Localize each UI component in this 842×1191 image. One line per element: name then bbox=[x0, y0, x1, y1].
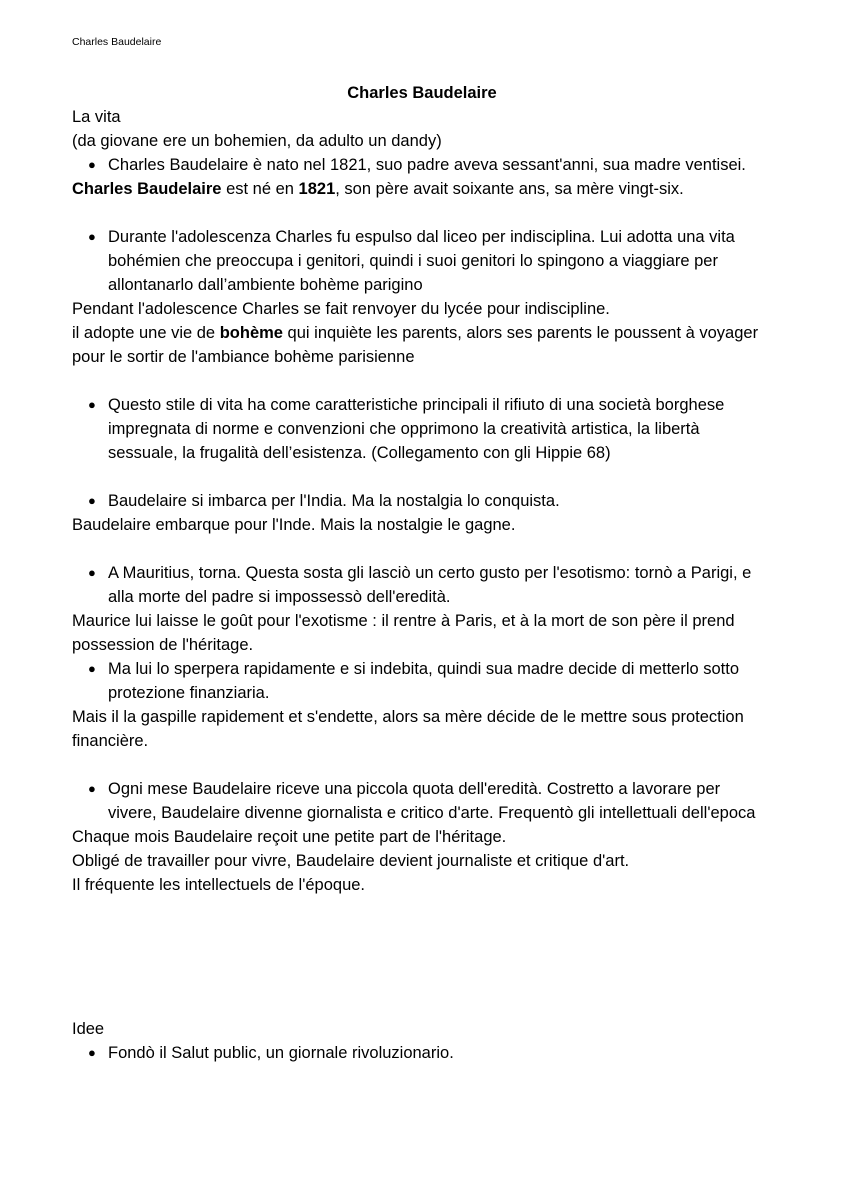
paragraph-fr bbox=[72, 321, 772, 369]
list-item-text: A Mauritius, torna. Questa sosta gli lasciò un certo gusto per l'esotismo: tornò a Parigi, e alla morte del padre si impossessò dell'eredità. bbox=[108, 564, 752, 606]
list-item bbox=[88, 777, 772, 825]
bullet-list-2 bbox=[72, 225, 772, 297]
bold-word: bohème bbox=[219, 324, 283, 342]
text-fragment: qui inquiète les parents, alors ses parents le poussent à voyager pour le sortir de l'ambiance bohème parisienne bbox=[72, 324, 759, 366]
bullet-icon: ● bbox=[88, 157, 96, 172]
paragraph-fr: Il fréquente les intellectuels de l'époque. bbox=[72, 876, 366, 894]
list-item bbox=[88, 561, 772, 609]
list-item-text: Baudelaire si imbarca per l'India. Ma la nostalgia lo conquista. bbox=[108, 492, 560, 510]
text-fragment: est né en bbox=[221, 180, 299, 198]
paragraph-fr: Chaque mois Baudelaire reçoit une petite part de l'héritage. bbox=[72, 828, 507, 846]
list-item bbox=[88, 1041, 772, 1065]
bold-year: 1821 bbox=[298, 180, 336, 198]
bullet-list-7 bbox=[72, 777, 772, 825]
spacer bbox=[72, 897, 772, 1017]
spacer bbox=[72, 201, 772, 225]
list-item bbox=[88, 657, 772, 705]
bullet-list-1 bbox=[72, 153, 772, 177]
bullet-icon: ● bbox=[88, 565, 96, 580]
bullet-icon: ● bbox=[88, 661, 96, 676]
list-item-text: Questo stile di vita ha come caratteristiche principali il rifiuto di una società borghese impregnata di norme e convenzioni che opprimono la creatività artistica, la libertà sessuale, la frugalità dell’esistenza. (Collegamento con gli Hippie 68) bbox=[108, 396, 725, 462]
bullet-icon: ● bbox=[88, 781, 96, 796]
bullet-list-8 bbox=[72, 1041, 772, 1065]
bullet-list-6 bbox=[72, 657, 772, 705]
list-item-text: Charles Baudelaire è nato nel 1821, suo padre aveva sessant'anni, sua madre ventisei. bbox=[108, 156, 746, 174]
bullet-icon: ● bbox=[88, 229, 96, 244]
list-item bbox=[88, 489, 772, 513]
bold-name: Charles Baudelaire bbox=[72, 180, 222, 198]
paragraph-fr: Baudelaire embarque pour l'Inde. Mais la nostalgie le gagne. bbox=[72, 516, 516, 534]
paragraph-fr bbox=[72, 177, 772, 201]
bullet-list-3 bbox=[72, 393, 772, 465]
bullet-icon: ● bbox=[88, 493, 96, 508]
subtitle: (da giovane ere un bohemien, da adulto un dandy) bbox=[72, 132, 442, 150]
list-item bbox=[88, 225, 772, 297]
paragraph-fr: Mais il la gaspille rapidement et s'endette, alors sa mère décide de le mettre sous protection financière. bbox=[72, 708, 744, 750]
spacer bbox=[72, 369, 772, 393]
list-item bbox=[88, 153, 772, 177]
document-body bbox=[72, 81, 772, 1065]
paragraph-fr: Pendant l'adolescence Charles se fait renvoyer du lycée pour indiscipline. bbox=[72, 300, 610, 318]
running-header: Charles Baudelaire bbox=[72, 36, 162, 48]
spacer bbox=[72, 465, 772, 489]
paragraph-fr: Obligé de travailler pour vivre, Baudelaire devient journaliste et critique d'art. bbox=[72, 852, 630, 870]
list-item-text: Durante l'adolescenza Charles fu espulso dal liceo per indisciplina. Lui adotta una vita bohémien che preoccupa i genitori, quindi i suoi genitori lo spingono a viaggiare per allontanarlo dall’ambiente bohème parigino bbox=[108, 228, 735, 294]
spacer bbox=[72, 537, 772, 561]
section-heading-life: La vita bbox=[72, 108, 121, 126]
bullet-list-4 bbox=[72, 489, 772, 513]
list-item-text: Ma lui lo sperpera rapidamente e si indebita, quindi sua madre decide di metterlo sotto protezione finanziaria. bbox=[108, 660, 740, 702]
list-item-text: Fondò il Salut public, un giornale rivoluzionario. bbox=[108, 1044, 454, 1062]
bullet-list-5 bbox=[72, 561, 772, 609]
bullet-icon: ● bbox=[88, 397, 96, 412]
section-heading-ideas: Idee bbox=[72, 1020, 105, 1038]
text-fragment: , son père avait soixante ans, sa mère vingt-six. bbox=[335, 180, 684, 198]
text-fragment: il adopte une vie de bbox=[72, 324, 220, 342]
spacer bbox=[72, 753, 772, 777]
document-title: Charles Baudelaire bbox=[347, 84, 497, 102]
bullet-icon: ● bbox=[88, 1045, 96, 1060]
list-item-text: Ogni mese Baudelaire riceve una piccola quota dell'eredità. Costretto a lavorare per vivere, Baudelaire divenne giornalista e critico d'arte. Frequentò gli intellettuali dell'epoca bbox=[108, 780, 756, 822]
list-item bbox=[88, 393, 772, 465]
paragraph-fr: Maurice lui laisse le goût pour l'exotisme : il rentre à Paris, et à la mort de son père il prend possession de l'héritage. bbox=[72, 612, 735, 654]
